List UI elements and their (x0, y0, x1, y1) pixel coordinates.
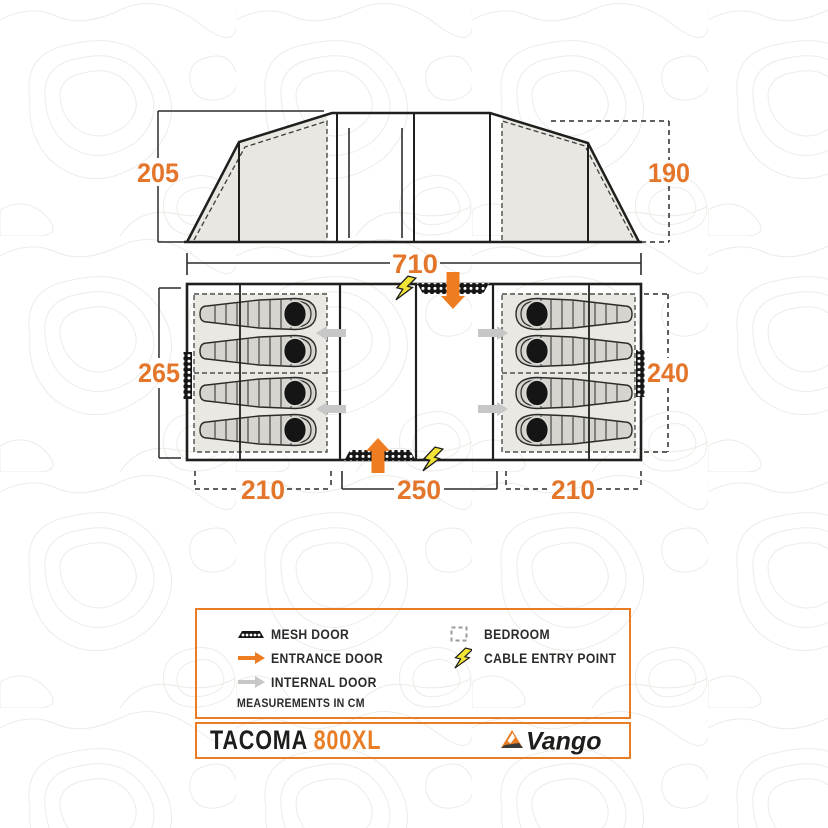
legend-row-bedroom (450, 624, 557, 644)
legend-label-mesh-door: MESH DOOR (271, 626, 350, 642)
legend-row-internal-door (237, 672, 388, 692)
internal-door-icon (237, 675, 271, 689)
dim-right-room (506, 471, 641, 505)
vango-triangle-icon (501, 730, 523, 748)
legend-row-cable-entry (450, 648, 631, 668)
dim-label-190: 190 (648, 158, 690, 188)
legend-label-cable-entry: CABLE ENTRY POINT (484, 650, 617, 666)
dim-label-210-right: 210 (551, 475, 595, 505)
dim-label-710: 710 (392, 249, 438, 279)
side-left-panel (187, 115, 327, 242)
dim-label-250: 250 (397, 475, 441, 505)
product-title (210, 725, 381, 756)
internal-door-arrows (316, 326, 508, 416)
dim-label-265: 265 (138, 358, 180, 388)
floor-plan-view (138, 272, 689, 505)
legend-row-mesh-door (237, 624, 358, 644)
product-variant: 800XL (313, 725, 382, 755)
mesh-door-right-side (636, 350, 645, 397)
cable-entry-icon (450, 646, 484, 670)
dim-label-240: 240 (647, 358, 689, 388)
dim-label-210-left: 210 (241, 475, 285, 505)
brand-logo (500, 726, 616, 756)
mesh-door-left-side (184, 352, 193, 399)
legend-label-entrance-door: ENTRANCE DOOR (271, 650, 384, 666)
dim-left-room (195, 471, 331, 505)
dim-total-length (187, 249, 641, 279)
product-title-bar (195, 722, 631, 759)
legend-label-bedroom: BEDROOM (484, 626, 550, 642)
legend-row-entrance-door (237, 648, 395, 668)
dim-living-room (342, 471, 497, 505)
bedroom-icon (450, 626, 484, 643)
mesh-door-icon (237, 629, 271, 639)
brand-name: Vango (526, 727, 602, 755)
measurements-note: MEASUREMENTS IN CM (237, 698, 365, 710)
dim-left-width (138, 288, 181, 458)
entrance-door-icon (237, 651, 271, 665)
legend-box (195, 608, 631, 719)
dim-right-width (644, 294, 689, 452)
product-model: TACOMA (210, 725, 308, 755)
dim-label-205: 205 (137, 158, 179, 188)
legend-label-internal-door: INTERNAL DOOR (271, 674, 377, 690)
side-elevation-view (137, 111, 690, 279)
